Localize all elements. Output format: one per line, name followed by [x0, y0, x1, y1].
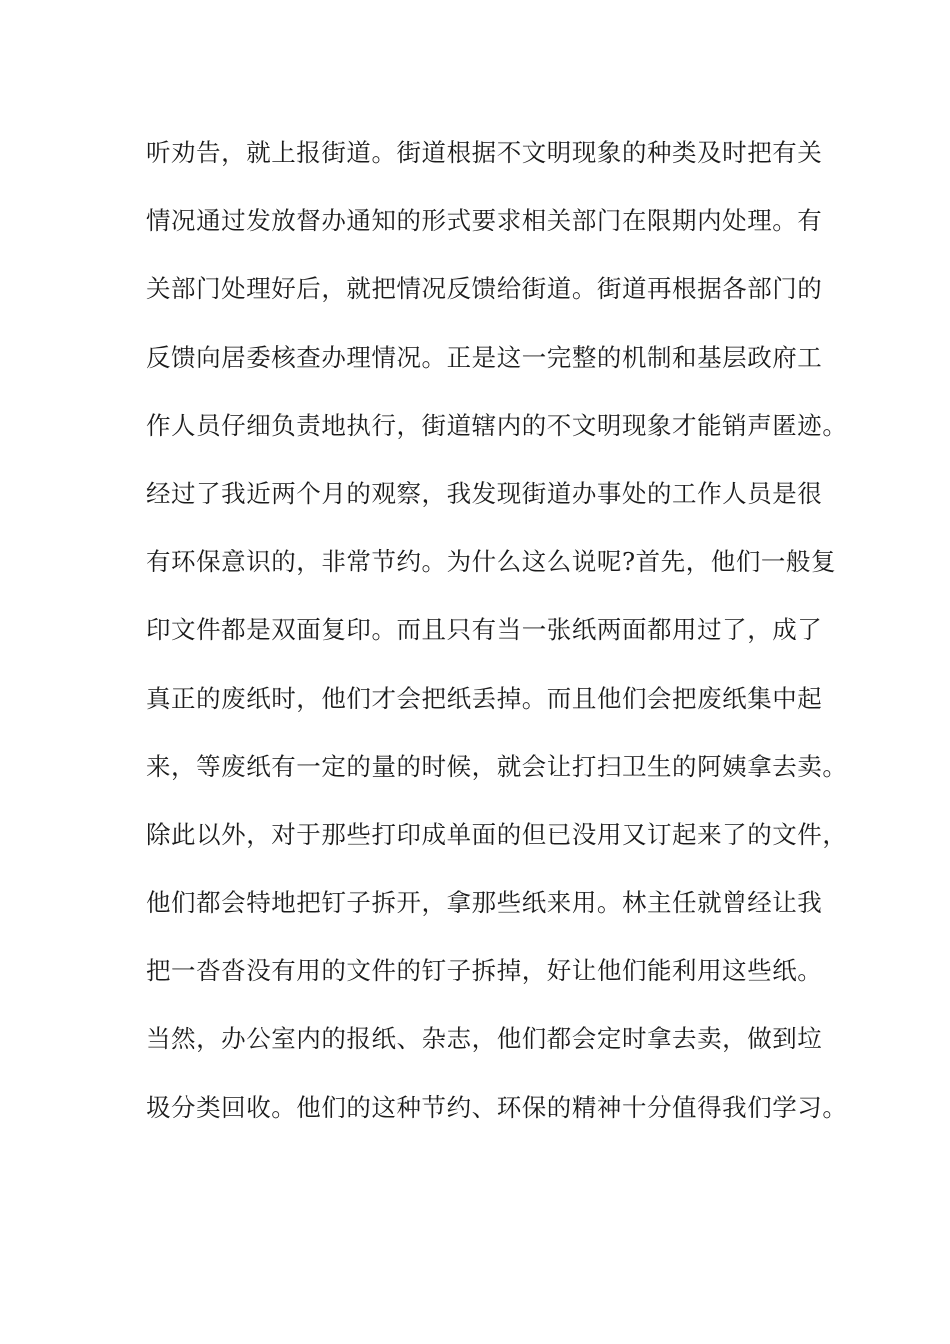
text-line-8: 印文件都是双面复印。而且只有当一张纸两面都用过了，成了	[146, 615, 823, 645]
text-line-5: 作人员仔细负责地执行，街道辖内的不文明现象才能销声匿迹。	[146, 410, 848, 440]
text-line-10: 来，等废纸有一定的量的时候，就会让打扫卫生的阿姨拿去卖。	[146, 751, 848, 781]
text-line-15: 圾分类回收。他们的这种节约、环保的精神十分值得我们学习。	[146, 1092, 848, 1122]
text-line-6: 经过了我近两个月的观察，我发现街道办事处的工作人员是很	[146, 478, 823, 508]
text-line-12: 他们都会特地把钉子拆开，拿那些纸来用。林主任就曾经让我	[146, 888, 823, 918]
text-line-3: 关部门处理好后，就把情况反馈给街道。街道再根据各部门的	[146, 274, 823, 304]
text-line-4: 反馈向居委核查办理情况。正是这一完整的机制和基层政府工	[146, 342, 823, 372]
text-line-9: 真正的废纸时，他们才会把纸丢掉。而且他们会把废纸集中起	[146, 683, 823, 713]
text-line-11: 除此以外，对于那些打印成单面的但已没用又订起来了的文件，	[146, 819, 848, 849]
text-line-13: 把一沓沓没有用的文件的钉子拆掉，好让他们能利用这些纸。	[146, 956, 823, 986]
text-line-14: 当然，办公室内的报纸、杂志，他们都会定时拿去卖，做到垃	[146, 1024, 823, 1054]
text-line-1: 听劝告，就上报街道。街道根据不文明现象的种类及时把有关	[146, 138, 823, 167]
text-line-2: 情况通过发放督办通知的形式要求相关部门在限期内处理。有	[146, 206, 823, 236]
body-text	[146, 128, 848, 1151]
text-line-7: 有环保意识的，非常节约。为什么这么说呢?首先，他们一般复	[146, 547, 837, 577]
